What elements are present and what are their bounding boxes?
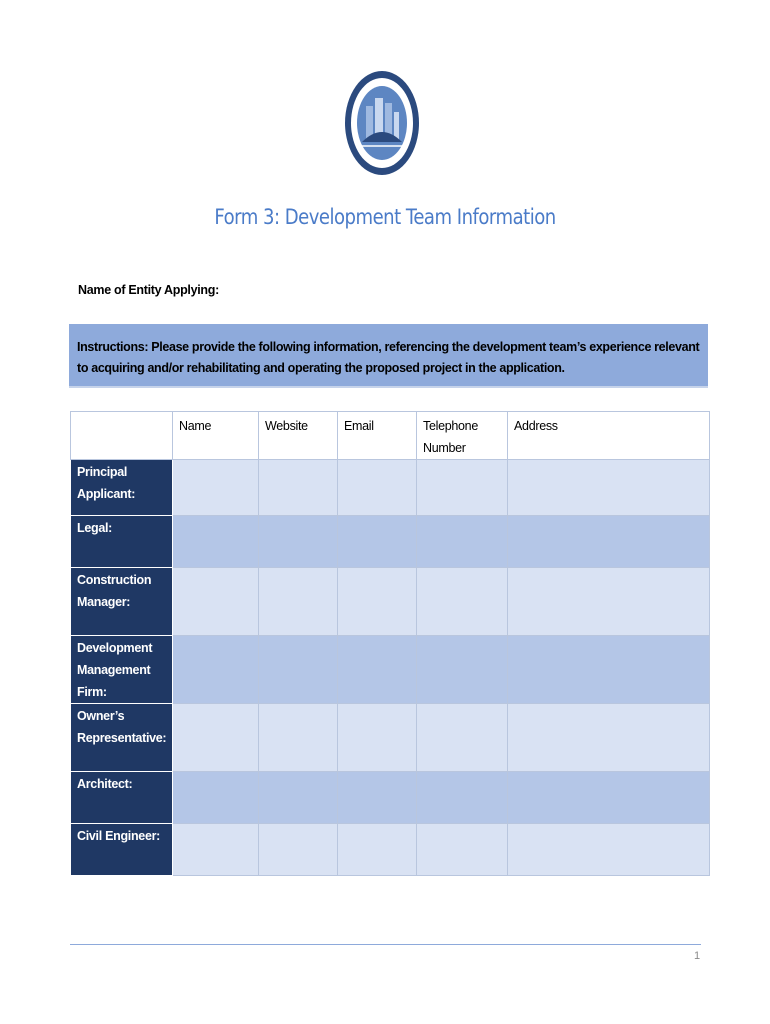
telephone-cell[interactable] <box>417 636 508 704</box>
email-cell[interactable] <box>338 516 417 568</box>
instructions-box: Instructions: Please provide the following information, referencing the development team’s experience relevant to acquiring and/or rehabilitating and operating the proposed project in the application. <box>69 324 708 388</box>
address-cell[interactable] <box>508 516 710 568</box>
column-header-website: Website <box>259 412 338 460</box>
email-cell[interactable] <box>338 772 417 824</box>
row-label: Construction Manager: <box>71 568 173 636</box>
email-cell[interactable] <box>338 636 417 704</box>
name-cell[interactable] <box>173 704 259 772</box>
telephone-cell[interactable] <box>417 704 508 772</box>
name-cell[interactable] <box>173 516 259 568</box>
table-row <box>71 636 710 704</box>
row-label: Legal: <box>71 516 173 568</box>
telephone-cell[interactable] <box>417 460 508 516</box>
address-cell[interactable] <box>508 568 710 636</box>
entity-name-label: Name of Entity Applying: <box>78 283 219 297</box>
website-cell[interactable] <box>259 460 338 516</box>
name-cell[interactable] <box>173 824 259 876</box>
column-header-name: Name <box>173 412 259 460</box>
table-row <box>71 824 710 876</box>
name-cell[interactable] <box>173 568 259 636</box>
row-label: Civil Engineer: <box>71 824 173 876</box>
website-cell[interactable] <box>259 704 338 772</box>
column-header-address: Address <box>508 412 710 460</box>
name-cell[interactable] <box>173 772 259 824</box>
email-cell[interactable] <box>338 460 417 516</box>
page-number: 1 <box>694 950 701 962</box>
name-cell[interactable] <box>173 460 259 516</box>
row-label: Principal Applicant: <box>71 460 173 516</box>
column-header-blank <box>71 412 173 460</box>
development-team-table <box>70 411 710 876</box>
table-row <box>71 772 710 824</box>
table-row <box>71 460 710 516</box>
program-seal-logo <box>344 70 420 176</box>
email-cell[interactable] <box>338 568 417 636</box>
website-cell[interactable] <box>259 516 338 568</box>
name-cell[interactable] <box>173 636 259 704</box>
telephone-cell[interactable] <box>417 568 508 636</box>
telephone-cell[interactable] <box>417 516 508 568</box>
telephone-cell[interactable] <box>417 824 508 876</box>
website-cell[interactable] <box>259 772 338 824</box>
website-cell[interactable] <box>259 824 338 876</box>
telephone-cell[interactable] <box>417 772 508 824</box>
footer-divider <box>70 944 701 945</box>
table-row <box>71 568 710 636</box>
form-title: Form 3: Development Team Information <box>214 205 556 229</box>
column-header-telephone: Telephone Number <box>417 412 508 460</box>
row-label: Owner’s Representative: <box>71 704 173 772</box>
address-cell[interactable] <box>508 704 710 772</box>
table-row <box>71 704 710 772</box>
table-row <box>71 516 710 568</box>
address-cell[interactable] <box>508 824 710 876</box>
website-cell[interactable] <box>259 636 338 704</box>
row-label: Development Management Firm: <box>71 636 173 704</box>
address-cell[interactable] <box>508 460 710 516</box>
address-cell[interactable] <box>508 636 710 704</box>
email-cell[interactable] <box>338 704 417 772</box>
table-header-row <box>71 412 710 460</box>
column-header-email: Email <box>338 412 417 460</box>
email-cell[interactable] <box>338 824 417 876</box>
address-cell[interactable] <box>508 772 710 824</box>
website-cell[interactable] <box>259 568 338 636</box>
row-label: Architect: <box>71 772 173 824</box>
